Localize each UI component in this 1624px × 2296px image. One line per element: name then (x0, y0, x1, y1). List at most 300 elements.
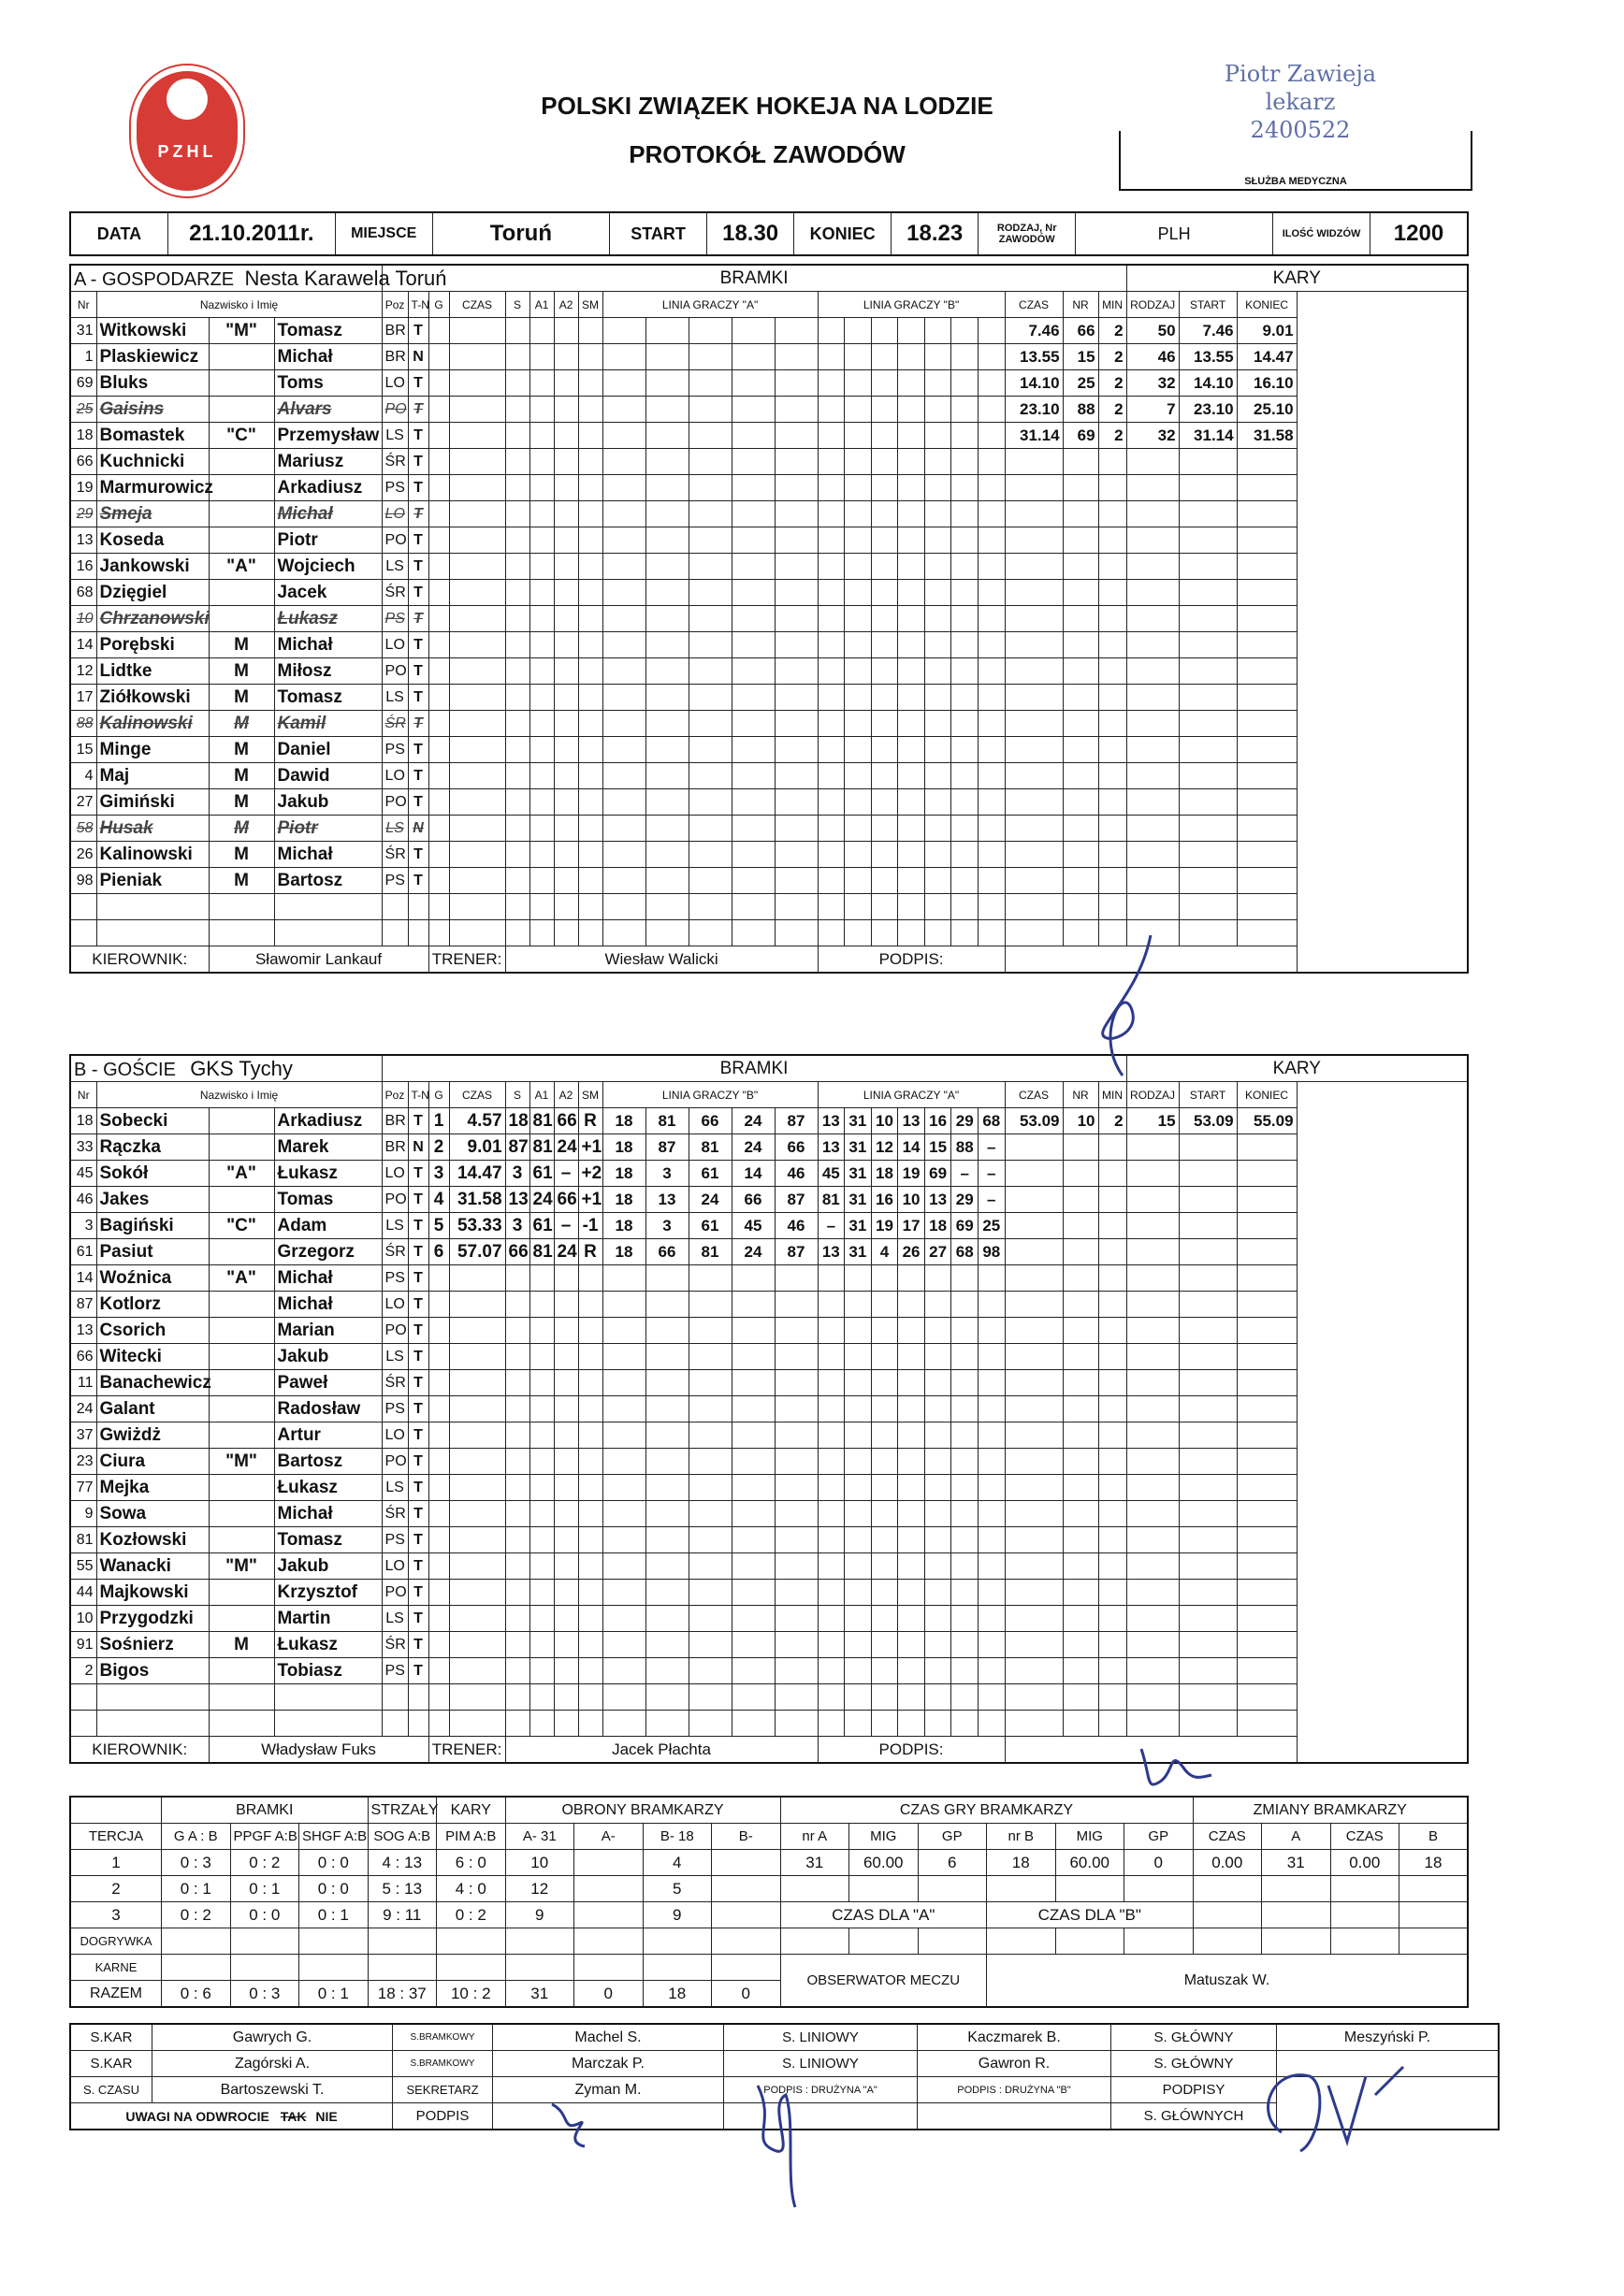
pen-end (1237, 580, 1297, 606)
goal-assist-2 (554, 1449, 578, 1475)
goal-number (428, 685, 449, 711)
line-player (603, 1396, 646, 1422)
line-player (951, 423, 979, 448)
pen-start (1179, 475, 1237, 501)
line-player (979, 1684, 1005, 1710)
pen-time (1005, 1553, 1063, 1580)
line-player (872, 1501, 899, 1526)
col-header: KONIEC (1237, 292, 1297, 318)
goal-assist-1 (529, 1449, 554, 1475)
goal-scorer (505, 789, 529, 816)
change-b: 18 (1399, 1850, 1469, 1876)
player-number (70, 1711, 96, 1737)
line-own (602, 1422, 818, 1449)
line-player (925, 711, 952, 736)
pen-minutes (1098, 580, 1126, 606)
goal-assist-1 (529, 449, 554, 475)
line-player (979, 527, 1005, 553)
pen-type (1126, 1213, 1179, 1239)
player-position: LS (382, 1213, 408, 1239)
line-player (689, 816, 732, 841)
summary-subheader: nr B (987, 1824, 1056, 1850)
line-player (872, 868, 899, 893)
line-player (603, 658, 646, 684)
summary-subheader: SHGF A:B (299, 1824, 369, 1850)
pen-time: 53.09 (1005, 1108, 1063, 1134)
pen-start: 13.55 (1179, 344, 1237, 370)
line-player (819, 1475, 846, 1500)
line-player (845, 554, 872, 579)
line-player (979, 1606, 1005, 1631)
line-player (819, 554, 846, 579)
line-player (819, 1422, 846, 1448)
line-player: 61 (689, 1213, 732, 1238)
line-player (845, 737, 872, 762)
total-pair (437, 1981, 506, 2008)
player-tn: T (408, 868, 428, 894)
line-player (689, 894, 732, 919)
col-header: A1 (529, 1082, 554, 1108)
line-player (732, 1449, 776, 1474)
goal-time (449, 423, 505, 449)
line-player (845, 894, 872, 919)
summary-subheader: CZAS (1193, 1824, 1262, 1850)
line-player (819, 894, 846, 919)
line-own (602, 868, 818, 894)
player-tn: T (408, 842, 428, 868)
separator: : (390, 1879, 405, 1898)
player-row (70, 1475, 1468, 1501)
player-row (70, 658, 1468, 685)
pen-minutes (1098, 554, 1126, 580)
sczas: Bartoszewski T. (152, 2077, 393, 2103)
player-row (70, 1344, 1468, 1370)
def-a2 (574, 1902, 644, 1928)
line-player: 68 (951, 1239, 979, 1264)
goal-assist-2 (554, 658, 578, 685)
pen-minutes (1098, 1318, 1126, 1344)
goal-number (428, 475, 449, 501)
line-opp (818, 816, 1005, 842)
line-own (602, 789, 818, 816)
goal-number (428, 1344, 449, 1370)
goal-situation (578, 554, 602, 580)
captain-mark (209, 1606, 274, 1632)
total-def: 18 (643, 1981, 712, 2008)
pen-number (1063, 842, 1098, 868)
total-b: 6 (202, 1984, 211, 2002)
sign-area-3 (918, 2103, 1111, 2130)
player-surname: Kalinowski (96, 711, 209, 737)
player-surname: Gaisins (96, 397, 209, 423)
line-player (845, 580, 872, 605)
line-opp (818, 1396, 1005, 1422)
player-tn: T (408, 1344, 428, 1370)
line-opp (818, 685, 1005, 711)
line-player (689, 632, 732, 657)
goal-situation (578, 920, 602, 946)
goal-scorer: 13 (505, 1187, 529, 1213)
line-player (603, 789, 646, 815)
player-firstname: Marian (274, 1318, 382, 1344)
player-row (70, 842, 1468, 868)
goal-scorer (505, 1527, 529, 1553)
pen-time (1005, 1239, 1063, 1265)
goal-number (428, 397, 449, 423)
player-row (70, 1606, 1468, 1632)
line-player (898, 1606, 925, 1631)
goal-assist-2 (554, 737, 578, 763)
player-surname: Sobecki (96, 1108, 209, 1134)
player-number: 15 (70, 737, 96, 763)
line-player (819, 842, 846, 867)
line-player (979, 554, 1005, 579)
team-b-goals-header: BRAMKI (382, 1055, 1126, 1082)
line-player (898, 554, 925, 579)
line-player: 13 (925, 1187, 952, 1212)
line-own (602, 397, 818, 423)
goal-assist-1 (529, 318, 554, 344)
line-opp (818, 1711, 1005, 1737)
goal-scorer (505, 685, 529, 711)
pen-type (1126, 1239, 1179, 1265)
pen-number (1063, 1344, 1098, 1370)
captain-mark: M (209, 842, 274, 868)
player-firstname: Piotr (274, 527, 382, 554)
line-player (925, 501, 952, 527)
captain-mark (209, 894, 274, 920)
line-player (845, 920, 872, 946)
pen-time (1005, 1684, 1063, 1711)
pen-number (1063, 1265, 1098, 1292)
goalie-gpa: 6 (918, 1850, 987, 1876)
line-player (979, 606, 1005, 631)
goal-time (449, 1475, 505, 1501)
goal-assist-1 (529, 370, 554, 397)
pen-end (1237, 1580, 1297, 1606)
summary-subheader: PPGF A:B (230, 1824, 299, 1850)
summary-subheader: G A : B (162, 1824, 231, 1850)
goal-scorer (505, 606, 529, 632)
line-player (646, 318, 689, 343)
line-player (979, 1580, 1005, 1605)
summary-subheader: A- (574, 1824, 644, 1850)
line-player (951, 475, 979, 500)
pen-type (1126, 1632, 1179, 1658)
line-player (898, 658, 925, 684)
line-player (732, 1370, 776, 1395)
line-player (951, 737, 979, 762)
line-opp (818, 1422, 1005, 1449)
pen-type (1126, 685, 1179, 711)
pen-type (1126, 1422, 1179, 1449)
line-player (689, 1632, 732, 1657)
line-player (603, 711, 646, 736)
empty-cell (712, 1928, 781, 1955)
line-player (603, 868, 646, 893)
pen-end (1237, 1265, 1297, 1292)
line-player (603, 1501, 646, 1526)
pen-start (1179, 1318, 1237, 1344)
line-player (925, 1318, 952, 1343)
player-tn: T (408, 501, 428, 527)
captain-mark (209, 1292, 274, 1318)
goal-assist-2 (554, 1422, 578, 1449)
line-player (776, 658, 818, 684)
line-player (776, 632, 818, 657)
line-player (819, 1632, 846, 1657)
goal-assist-2 (554, 763, 578, 789)
player-position: LS (382, 554, 408, 580)
line-own (602, 475, 818, 501)
player-position: PS (382, 1265, 408, 1292)
line-player (603, 1658, 646, 1683)
line-player: 18 (603, 1161, 646, 1186)
pen-type (1126, 842, 1179, 868)
pen-time (1005, 1292, 1063, 1318)
player-firstname: Miłosz (274, 658, 382, 685)
player-position: ŚR (382, 842, 408, 868)
player-position: BR (382, 344, 408, 370)
line-player: 31 (845, 1187, 872, 1212)
score-a: 4 (455, 1879, 465, 1898)
line-player (689, 711, 732, 736)
line-opp (818, 1239, 1005, 1265)
org-title: POLSKI ZWIĄZEK HOKEJA NA LODZIE (541, 92, 993, 120)
goal-assist-2: 66 (554, 1187, 578, 1213)
time-b-label: CZAS DLA "B" (987, 1902, 1194, 1928)
line-opp (818, 1658, 1005, 1684)
line-player (603, 606, 646, 631)
pen-minutes (1098, 1553, 1126, 1580)
pen-minutes (1098, 816, 1126, 842)
player-firstname: Daniel (274, 737, 382, 763)
player-surname: Husak (96, 816, 209, 842)
line-player (951, 1658, 979, 1683)
goal-assist-2 (554, 632, 578, 658)
line-player: 13 (819, 1239, 846, 1264)
pen-end (1237, 606, 1297, 632)
line-player: 87 (787, 1191, 805, 1208)
def-a: 12 (505, 1876, 574, 1902)
player-surname: Pieniak (96, 868, 209, 894)
line-player (776, 606, 818, 631)
goal-situation (578, 685, 602, 711)
pen-number (1063, 1161, 1098, 1187)
pen-number (1063, 1501, 1098, 1527)
line-player (819, 475, 846, 500)
goal-assist-1 (529, 1344, 554, 1370)
player-row (70, 737, 1468, 763)
player-row (70, 344, 1468, 370)
pen-end (1237, 868, 1297, 894)
line-player (819, 1318, 846, 1343)
def-a: 9 (505, 1902, 574, 1928)
player-row (70, 1684, 1468, 1711)
goal-situation (578, 1370, 602, 1396)
captain-mark: M (209, 1632, 274, 1658)
line-player (732, 1422, 776, 1448)
goal-scorer (505, 318, 529, 344)
line-player (603, 685, 646, 710)
pen-minutes (1098, 606, 1126, 632)
line-opp (818, 344, 1005, 370)
goal-assist-1 (529, 501, 554, 527)
sbr1-label: S.BRAMKOWY (393, 2024, 493, 2051)
line-player (925, 1580, 952, 1605)
pen-start (1179, 842, 1237, 868)
line-player (979, 685, 1005, 710)
pen-number (1063, 1292, 1098, 1318)
player-row (70, 1632, 1468, 1658)
goal-situation (578, 1632, 602, 1658)
line-player (872, 1449, 899, 1474)
change-empty (1399, 1902, 1469, 1928)
line-player (979, 318, 1005, 343)
line-player (872, 763, 899, 788)
empty-cell (780, 1928, 849, 1955)
player-number: 25 (70, 397, 96, 423)
line-player (951, 449, 979, 474)
line-player: 15 (925, 1134, 952, 1160)
col-header: Poz (382, 292, 408, 318)
pen-start (1179, 1580, 1237, 1606)
line-player (951, 580, 979, 605)
pen-number (1063, 606, 1098, 632)
line-player (646, 816, 689, 841)
line-own (602, 737, 818, 763)
player-number: 9 (70, 1501, 96, 1527)
line-player (845, 475, 872, 500)
captain-mark: "C" (209, 1213, 274, 1239)
goal-scorer (505, 658, 529, 685)
line-opp (818, 1370, 1005, 1396)
player-tn: T (408, 763, 428, 789)
pen-start (1179, 1632, 1237, 1658)
pen-number (1063, 789, 1098, 816)
goal-assist-2 (554, 449, 578, 475)
goal-scorer (505, 1318, 529, 1344)
captain-mark (209, 527, 274, 554)
pen-type: 32 (1126, 423, 1179, 449)
goal-number (428, 1370, 449, 1396)
line-player (603, 763, 646, 788)
change-empty (1262, 1902, 1331, 1928)
line-player (898, 397, 925, 422)
pen-number (1063, 658, 1098, 685)
line-player (898, 1580, 925, 1605)
player-position: PO (382, 1318, 408, 1344)
goal-situation: -1 (578, 1213, 602, 1239)
line-player: 24 (732, 1108, 776, 1134)
empty-cell (712, 1955, 781, 1981)
goal-number (428, 1265, 449, 1292)
goal-time (449, 658, 505, 685)
line-player: 14 (732, 1161, 776, 1186)
player-position: PO (382, 397, 408, 423)
goal-time (449, 1370, 505, 1396)
line-player: 18 (603, 1134, 646, 1160)
def-b2 (712, 1876, 781, 1902)
empty-cell (437, 1955, 506, 1981)
line-player (689, 318, 732, 343)
player-firstname (274, 920, 382, 946)
line-own (602, 1527, 818, 1553)
pen-type (1126, 894, 1179, 920)
player-surname: Maj (96, 763, 209, 789)
goal-assist-1 (529, 1422, 554, 1449)
line-player (776, 868, 818, 893)
line-player: 4 (872, 1239, 899, 1264)
line-player (819, 737, 846, 762)
goal-assist-1 (529, 1318, 554, 1344)
line-player: 3 (646, 1213, 689, 1238)
time-a-label: CZAS DLA "A" (780, 1902, 987, 1928)
line-player: 26 (898, 1239, 925, 1264)
line-player (925, 816, 952, 841)
pen-time (1005, 1161, 1063, 1187)
period-row (70, 1902, 1468, 1928)
line-player (776, 370, 818, 396)
lin1-label: S. LINIOWY (724, 2024, 918, 2051)
captain-mark (209, 1475, 274, 1501)
line-player (898, 527, 925, 553)
captain-mark (209, 1684, 274, 1711)
empty-cell (1262, 1876, 1331, 1902)
line-player (979, 868, 1005, 893)
empty-cell (505, 1928, 574, 1955)
line-player (898, 1344, 925, 1369)
line-player (925, 1449, 952, 1474)
pen-type: 32 (1126, 370, 1179, 397)
line-player (872, 711, 899, 736)
summary-subheader: nr A (780, 1824, 849, 1850)
line-player (872, 449, 899, 474)
col-header: RODZAJ (1126, 292, 1179, 318)
line-player (845, 527, 872, 553)
pen-number (1063, 1553, 1098, 1580)
player-firstname: Radosław (274, 1396, 382, 1422)
line-opp (818, 1344, 1005, 1370)
line-opp (818, 1187, 1005, 1213)
captain-mark (209, 1501, 274, 1527)
pen-number: 88 (1063, 397, 1098, 423)
line-player (872, 580, 899, 605)
pen-time (1005, 475, 1063, 501)
line-player (819, 685, 846, 710)
pen-minutes (1098, 449, 1126, 475)
player-firstname: Krzysztof (274, 1580, 382, 1606)
pen-type (1126, 449, 1179, 475)
goal-assist-2 (554, 501, 578, 527)
line-player (732, 632, 776, 657)
player-surname: Gwiżdż (96, 1422, 209, 1449)
line-own (602, 1213, 818, 1239)
pen-type (1126, 1527, 1179, 1553)
goal-situation (578, 789, 602, 816)
pen-end (1237, 1239, 1297, 1265)
empty-cell (1399, 1928, 1469, 1955)
line-player (776, 737, 818, 762)
pen-number (1063, 1370, 1098, 1396)
goal-assist-2 (554, 475, 578, 501)
player-number: 13 (70, 1318, 96, 1344)
score-pair (368, 1902, 437, 1928)
line-own (602, 1318, 818, 1344)
pen-type: 50 (1126, 318, 1179, 344)
line-player (689, 763, 732, 788)
line-player (776, 1449, 818, 1474)
